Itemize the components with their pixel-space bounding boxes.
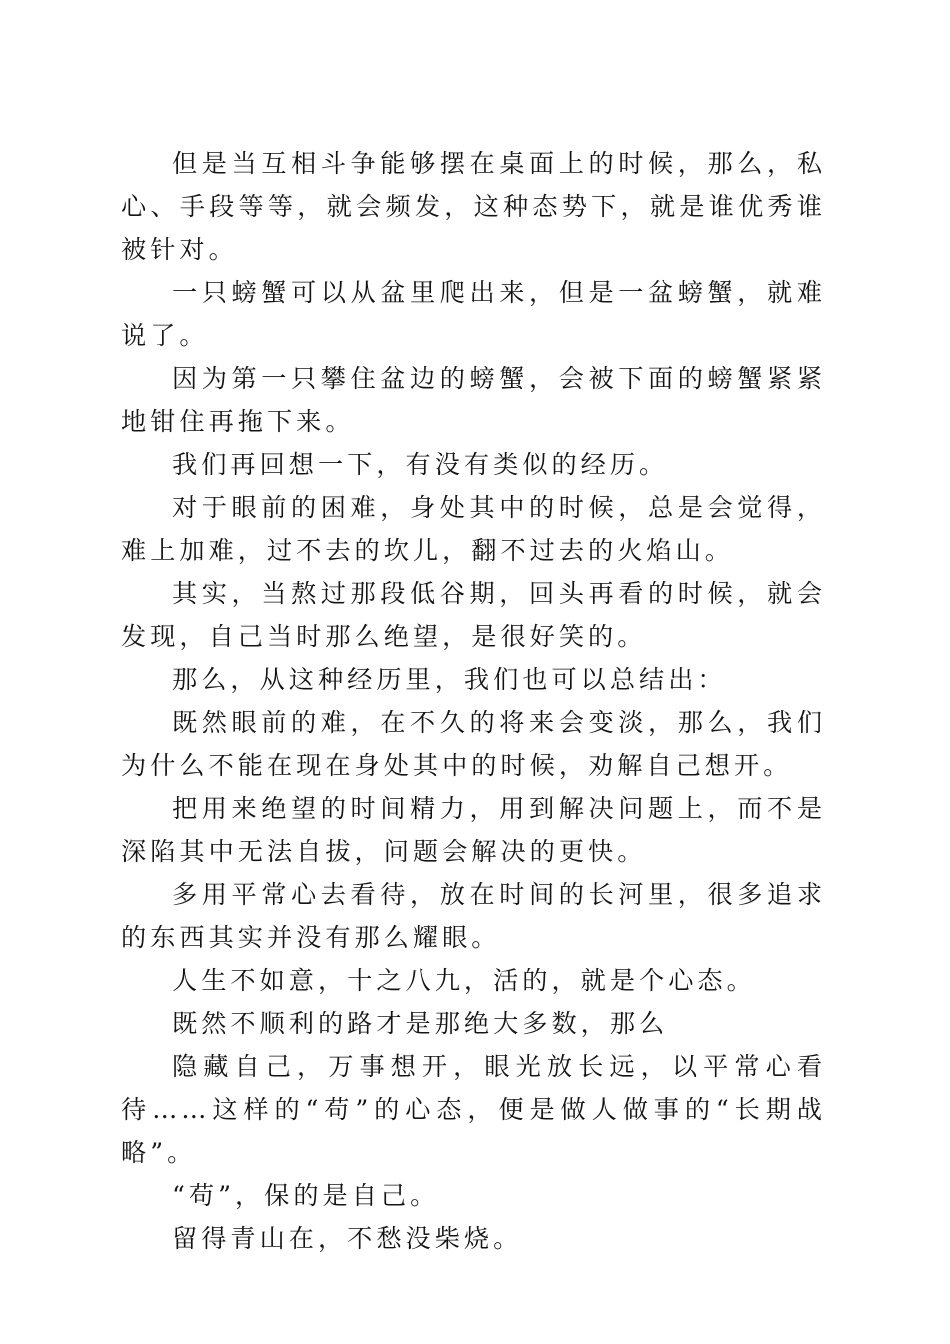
paragraph-9: 把用来绝望的时间精力，用到解决问题上，而不是深陷其中无法自拔，问题会解决的更快。	[121, 794, 826, 866]
paragraph-13: 隐藏自己，万事想开，眼光放长远，以平常心看待……这样的“苟”的心态，便是做人做事的“长期战略”。	[121, 1052, 826, 1167]
paragraph-8: 既然眼前的难，在不久的将来会变淡，那么，我们为什么不能在现在身处其中的时候，劝解自己想开。	[121, 708, 826, 780]
paragraph-2: 一只螃蟹可以从盆里爬出来，但是一盆螃蟹，就难说了。	[121, 278, 826, 350]
paragraph-11: 人生不如意，十之八九，活的，就是个心态。	[172, 966, 756, 995]
paragraph-10: 多用平常心去看待，放在时间的长河里，很多追求的东西其实并没有那么耀眼。	[121, 880, 826, 952]
paragraph-7: 那么，从这种经历里，我们也可以总结出：	[172, 665, 727, 694]
paragraph-5: 对于眼前的困难，身处其中的时候，总是会觉得，难上加难，过不去的坎儿，翻不过去的火焰山。	[121, 493, 826, 565]
paragraph-1: 但是当互相斗争能够摆在桌面上的时候，那么，私心、手段等等，就会频发，这种态势下，就是谁优秀谁被针对。	[121, 149, 826, 264]
paragraph-15: 留得青山在，不愁没柴烧。	[172, 1224, 523, 1253]
paragraph-14: “苟”，保的是自己。	[172, 1181, 440, 1210]
paragraph-6: 其实，当熬过那段低谷期，回头再看的时候，就会发现，自己当时那么绝望，是很好笑的。	[121, 579, 826, 651]
paragraph-12: 既然不顺利的路才是那绝大多数，那么	[172, 1009, 669, 1038]
paragraph-3: 因为第一只攀住盆边的螃蟹，会被下面的螃蟹紧紧地钳住再拖下来。	[121, 364, 826, 436]
document-body	[121, 142, 826, 1260]
paragraph-4: 我们再回想一下，有没有类似的经历。	[172, 450, 669, 479]
